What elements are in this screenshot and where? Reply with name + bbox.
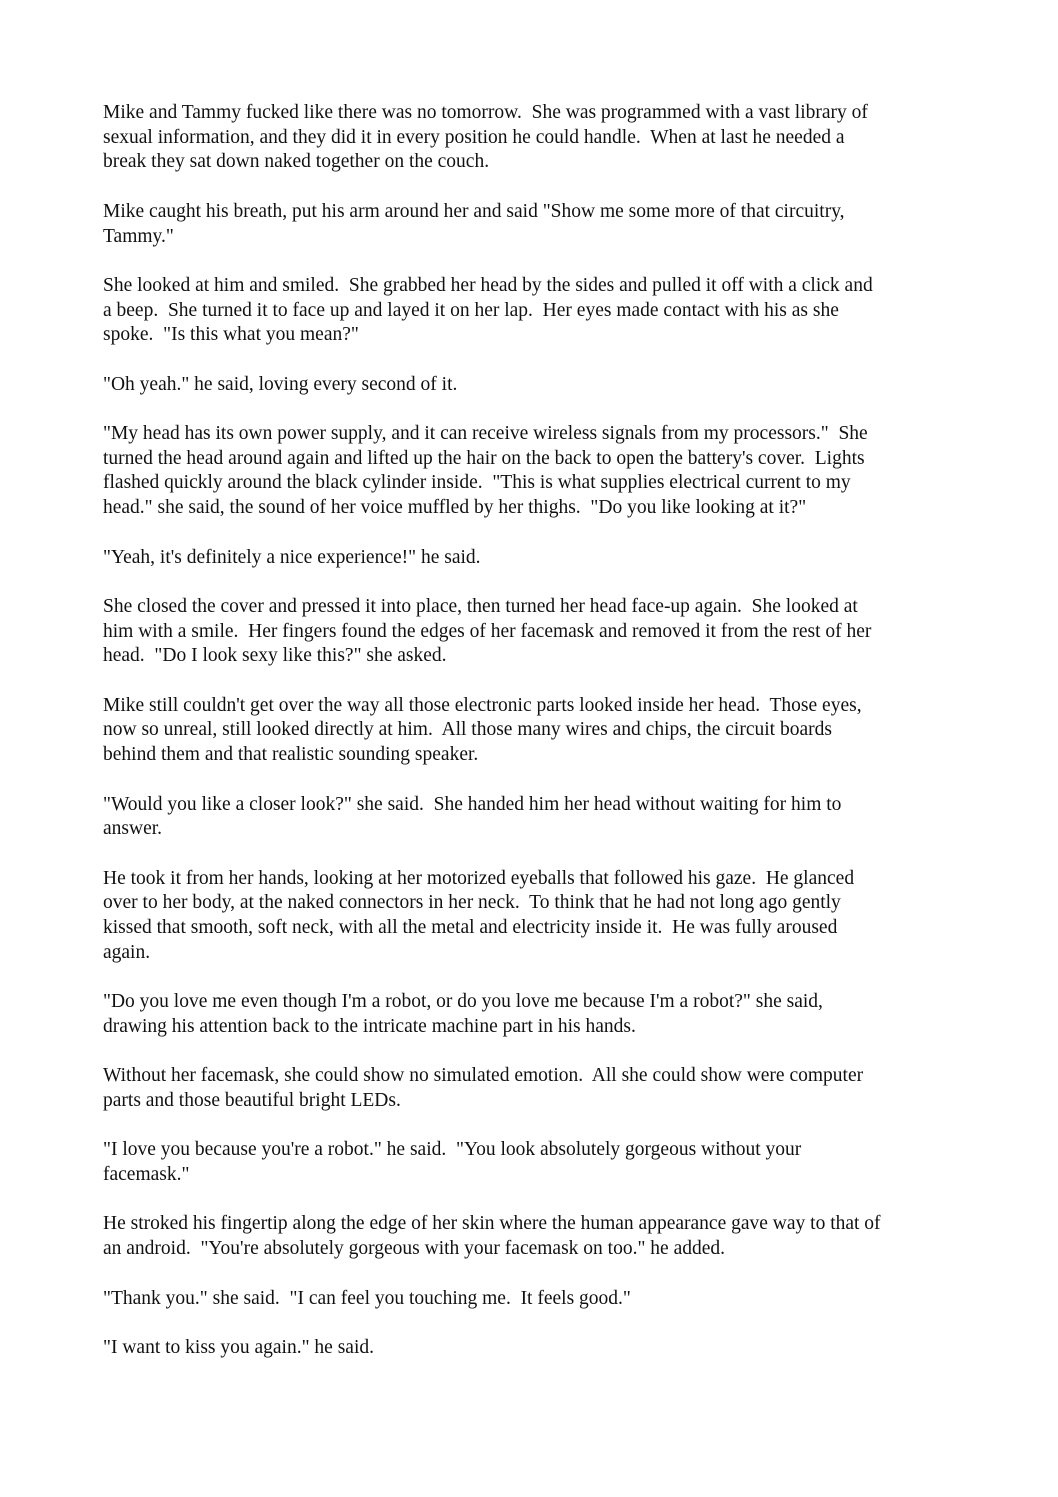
paragraph [103, 546, 1003, 571]
text-line: again. [103, 941, 151, 963]
text-line: facemask." [103, 1164, 190, 1186]
text-line: "Do you love me even though I'm a robot, or do you love me because I'm a robot?" she said, [103, 991, 823, 1013]
text-line: head. "Do I look sexy like this?" she asked. [103, 645, 447, 667]
text-line: head." she said, the sound of her voice muffled by her thighs. "Do you like looking at it?" [103, 497, 807, 519]
text-line: turned the head around again and lifted up the hair on the back to open the battery's cover. Lights [103, 447, 865, 469]
text-line: answer. [103, 818, 163, 840]
paragraph [103, 793, 1003, 842]
text-line: now so unreal, still looked directly at him. All those many wires and chips, the circuit boards [103, 719, 832, 741]
text-line: He stroked his fingertip along the edge of her skin where the human appearance gave way to that of [103, 1213, 881, 1235]
text-line: him with a smile. Her fingers found the edges of her facemask and removed it from the rest of her [103, 620, 872, 642]
paragraph [103, 1212, 1003, 1261]
text-line: "Yeah, it's definitely a nice experience!" he said. [103, 546, 481, 568]
text-line: a beep. She turned it to face up and layed it on her lap. Her eyes made contact with his as she [103, 299, 839, 321]
paragraph [103, 274, 1003, 348]
text-line: "Oh yeah." he said, loving every second of it. [103, 373, 458, 395]
text-line: "I love you because you're a robot." he said. "You look absolutely gorgeous without your [103, 1139, 802, 1161]
paragraph [103, 1287, 1003, 1312]
text-line: Mike and Tammy fucked like there was no tomorrow. She was programmed with a vast library of [103, 102, 868, 123]
text-line: behind them and that realistic sounding speaker. [103, 744, 479, 766]
text-line: parts and those beautiful bright LEDs. [103, 1089, 401, 1111]
text-line: sexual information, and they did it in every position he could handle. When at last he needed a [103, 126, 845, 148]
text-line: "My head has its own power supply, and it can receive wireless signals from my processors." She [103, 423, 868, 445]
text-line: "I want to kiss you again." he said. [103, 1336, 375, 1358]
text-line: "Thank you." she said. "I can feel you touching me. It feels good." [103, 1287, 631, 1309]
paragraph [103, 1064, 1003, 1113]
text-line: drawing his attention back to the intricate machine part in his hands. [103, 1015, 636, 1037]
text-line: Mike caught his breath, put his arm around her and said "Show me some more of that circuitry, [103, 200, 845, 222]
text-line: over to her body, at the naked connectors in her neck. To think that he had not long ago gently [103, 892, 841, 914]
text-line: kissed that smooth, soft neck, with all the metal and electricity inside it. He was fully aroused [103, 917, 838, 939]
text-line: an android. "You're absolutely gorgeous with your facemask on too." he added. [103, 1238, 726, 1260]
paragraph [103, 867, 1003, 966]
paragraph [103, 200, 1003, 249]
paragraph [103, 694, 1003, 768]
paragraph [103, 990, 1003, 1039]
text-line: Tammy." [103, 225, 174, 247]
paragraph [103, 422, 1003, 521]
text-line: She looked at him and smiled. She grabbed her head by the sides and pulled it off with a click and [103, 274, 873, 296]
document-page [103, 101, 1003, 1385]
paragraph [103, 595, 1003, 669]
paragraph [103, 373, 1003, 398]
text-line: Mike still couldn't get over the way all those electronic parts looked inside her head. Those eyes, [103, 694, 862, 716]
paragraph [103, 1336, 1003, 1361]
text-line: He took it from her hands, looking at her motorized eyeballs that followed his gaze. He glanced [103, 867, 855, 889]
text-line: break they sat down naked together on the couch. [103, 151, 490, 173]
text-line: spoke. "Is this what you mean?" [103, 324, 359, 346]
text-line: Without her facemask, she could show no simulated emotion. All she could show were computer [103, 1065, 864, 1087]
text-line: "Would you like a closer look?" she said. She handed him her head without waiting for him to [103, 793, 842, 815]
paragraph [103, 101, 1003, 175]
text-line: flashed quickly around the black cylinder inside. "This is what supplies electrical current to my [103, 472, 851, 494]
text-line: She closed the cover and pressed it into place, then turned her head face-up again. She looked at [103, 595, 858, 617]
paragraph [103, 1138, 1003, 1187]
